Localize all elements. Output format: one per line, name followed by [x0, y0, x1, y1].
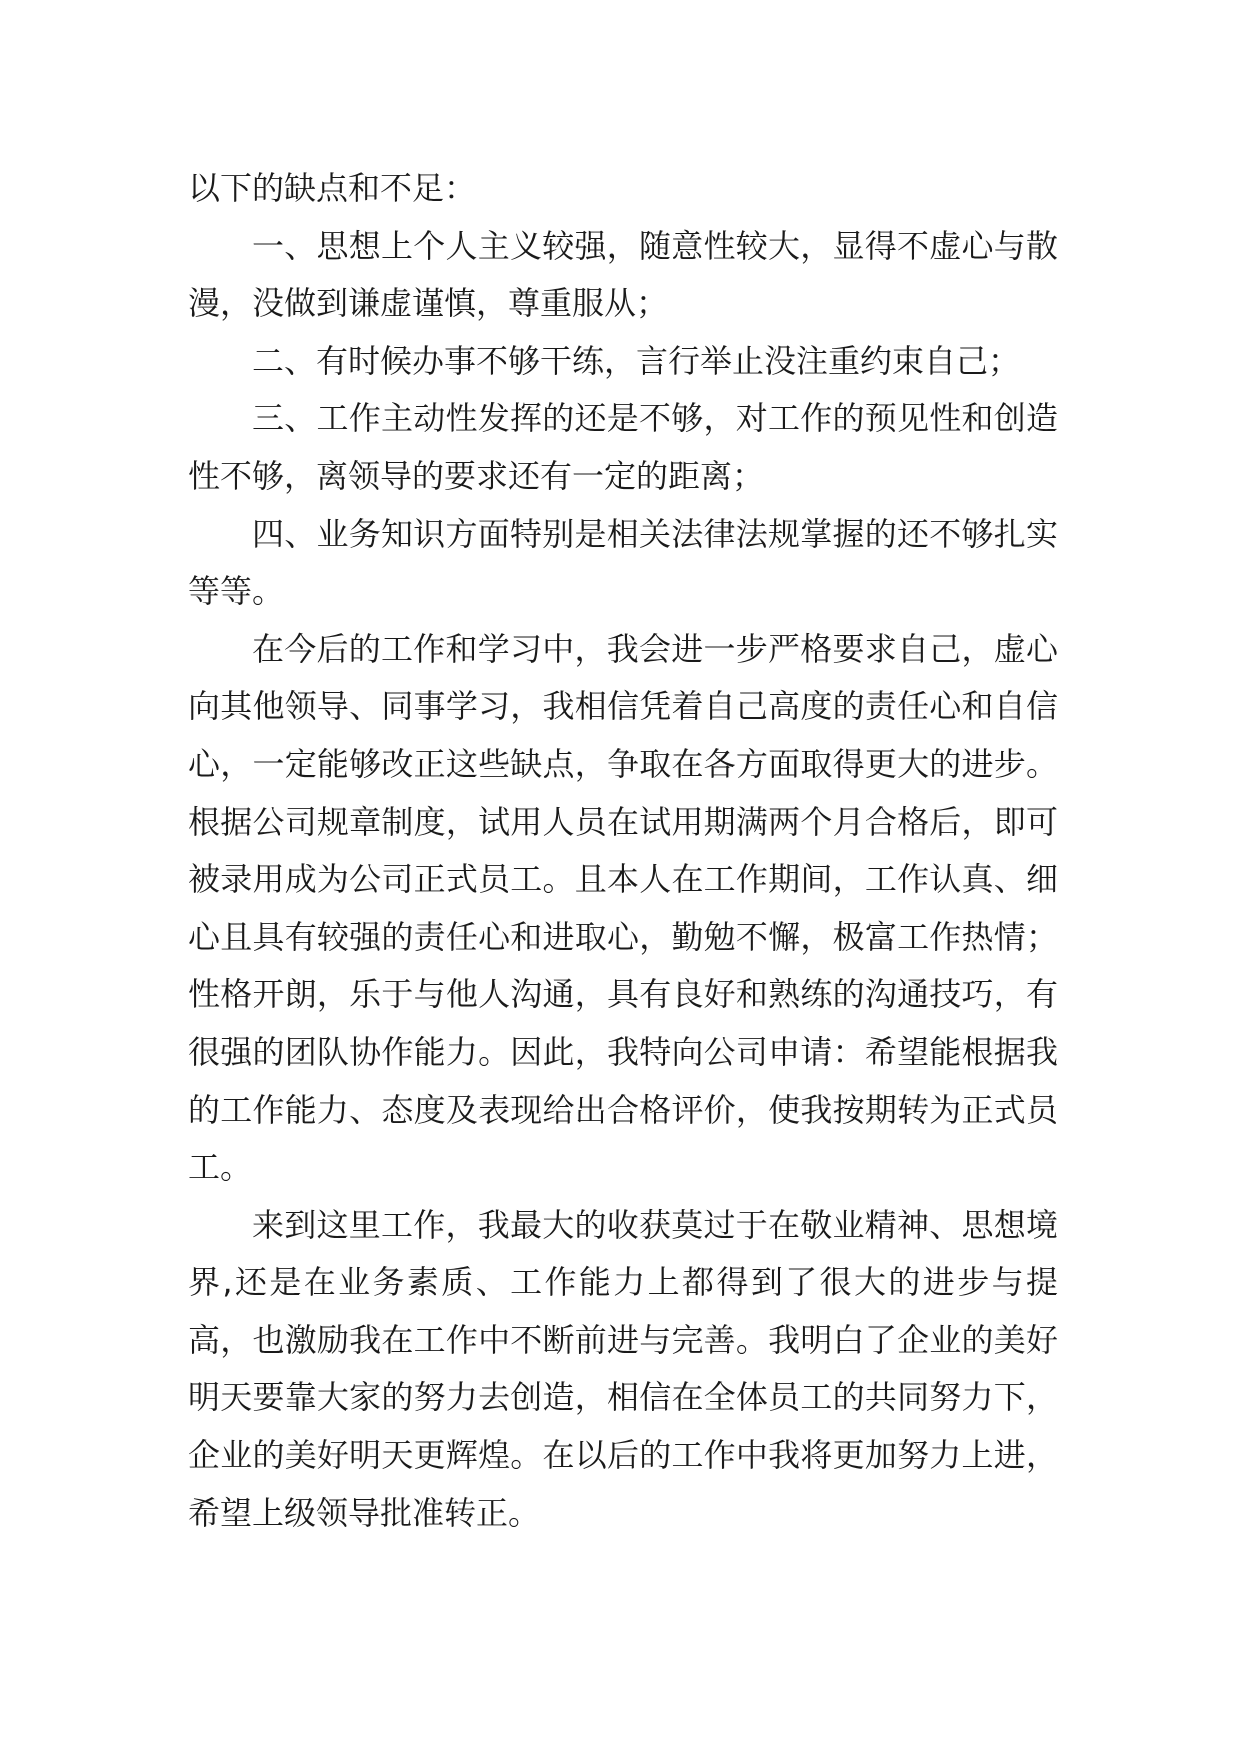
paragraph-shortcoming-2: 二、有时候办事不够干练，言行举止没注重约束自己；: [252, 341, 1021, 380]
paragraph-intro: 以下的缺点和不足：: [188, 169, 477, 207]
paragraph-shortcoming-1: 一、思想上个人主义较强，随意性较大，显得不虚心与散漫，没做到谦虚谨慎，尊重服从；: [188, 226, 1058, 323]
paragraph-application: 在今后的工作和学习中，我会进一步严格要求自己，虚心向其他领导、同事学习，我相信凭着自己高度的责任心和自信心，一定能够改正这些缺点，争取在各方面取得更大的进步。根据公司规章制度，试用人员在试用期满两个月合格后，即可被录用成为公司正式员工。且本人在工作期间，工作认真、细心且具有较强的责任心和进取心，勤勉不懈，极富工作热情；性格开朗，乐于与他人沟通，具有良好和熟练的沟通技巧，有很强的团队协作能力。因此，我特向公司申请：希望能根据我的工作能力、态度及表现给出合格评价，使我按期转为正式员工。: [188, 629, 1058, 1187]
paragraph-conclusion: 来到这里工作，我最大的收获莫过于在敬业精神、思想境界,还是在业务素质、工作能力上都得到了很大的进步与提高，也激励我在工作中不断前进与完善。我明白了企业的美好明天要靠大家的努力去创造，相信在全体员工的共同努力下，企业的美好明天更辉煌。在以后的工作中我将更加努力上进，希望上级领导批准转正。: [188, 1205, 1058, 1532]
document-body: [188, 160, 1058, 1542]
paragraph-shortcoming-3: 三、工作主动性发挥的还是不够，对工作的预见性和创造性不够，离领导的要求还有一定的距离；: [188, 399, 1058, 495]
paragraph-shortcoming-4: 四、业务知识方面特别是相关法律法规掌握的还不够扎实等等。: [188, 514, 1058, 611]
